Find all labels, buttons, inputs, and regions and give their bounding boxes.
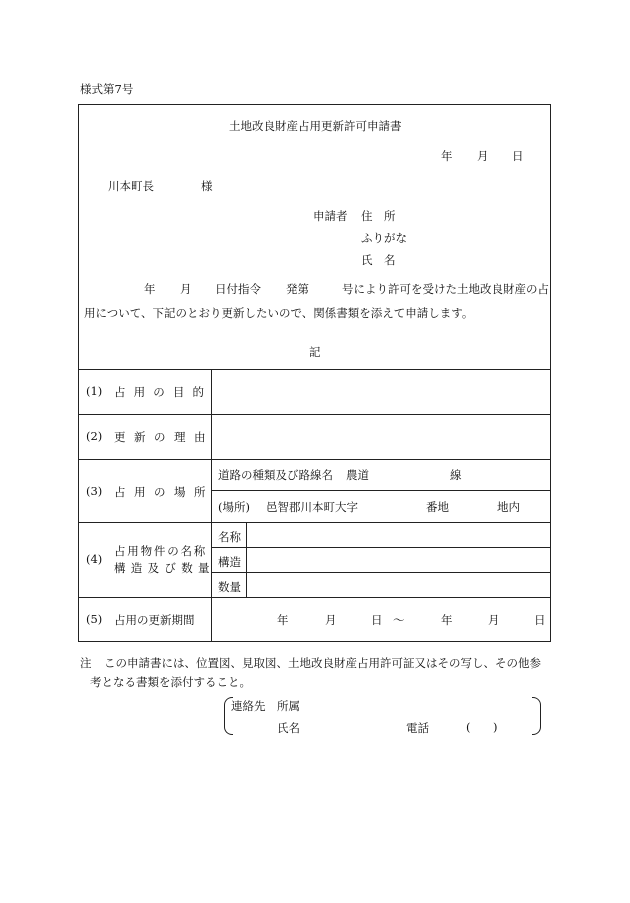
contact-phone-paren-open: ( — [466, 720, 471, 734]
table-divider — [78, 459, 551, 460]
note-label: 注 — [80, 656, 92, 670]
road-type: 農道 — [346, 468, 369, 482]
body-year: 年 — [144, 282, 156, 296]
date-day: 日 — [512, 149, 524, 163]
row-purpose-number: (1) — [86, 384, 103, 398]
row-period-label: 占用の更新期間 — [114, 613, 195, 627]
period-from-day: 日 — [371, 613, 383, 627]
body-month: 月 — [180, 282, 192, 296]
body-line1-rest: 号により許可を受けた土地改良財産の占 — [342, 282, 549, 296]
period-to-day: 日 — [534, 613, 546, 627]
row-reason-number: (2) — [86, 429, 103, 443]
chinai-label: 地内 — [497, 500, 520, 514]
ki-heading: 記 — [309, 345, 321, 359]
row-object-label-line2: 構造及び数量 — [114, 561, 215, 575]
applicant-furigana-label: ふりがな — [361, 231, 407, 245]
row-place-number: (3) — [86, 484, 103, 498]
applicant-name-label: 氏 名 — [361, 253, 396, 267]
contact-name-label: 氏名 — [277, 721, 300, 735]
period-to-month: 月 — [488, 613, 500, 627]
contact-affiliation-label: 所属 — [277, 699, 300, 713]
object-quantity-field[interactable] — [247, 573, 550, 597]
table-divider — [211, 490, 551, 491]
object-name-label: 名称 — [218, 530, 241, 544]
banchi-label: 番地 — [426, 500, 449, 514]
contact-phone-label: 電話 — [406, 721, 429, 735]
location-text: 邑智郡川本町大字 — [266, 500, 358, 514]
addressee-honorific: 様 — [201, 179, 213, 193]
period-tilde: ～ — [393, 613, 405, 627]
purpose-field[interactable] — [212, 370, 550, 414]
date-month: 月 — [477, 149, 489, 163]
contact-label: 連絡先 — [231, 699, 266, 713]
note-line2: 考となる書類を添付すること。 — [90, 675, 251, 689]
addressee-name: 川本町長 — [108, 179, 154, 193]
row-object-number: (4) — [86, 552, 103, 566]
applicant-label: 申請者 — [313, 209, 348, 223]
road-label: 道路の種類及び路線名 — [218, 468, 333, 482]
reason-field[interactable] — [212, 415, 550, 459]
body-line2: 用について、下記のとおり更新したいので、関係書類を添えて申請します。 — [84, 306, 474, 320]
row-purpose-label: 占 用 の 目 的 — [114, 385, 204, 399]
row-place-label: 占用の場所 — [114, 485, 214, 499]
object-structure-label: 構造 — [218, 555, 241, 569]
object-name-field[interactable] — [247, 523, 550, 547]
body-issue: 発第 — [286, 282, 309, 296]
object-quantity-label: 数量 — [218, 580, 241, 594]
form-number: 様式第7号 — [80, 82, 134, 96]
date-year: 年 — [441, 149, 453, 163]
object-structure-field[interactable] — [247, 548, 550, 572]
contact-phone-paren-close: ) — [493, 720, 498, 734]
period-from-year: 年 — [277, 613, 289, 627]
period-to-year: 年 — [441, 613, 453, 627]
table-divider — [78, 597, 551, 598]
period-from-month: 月 — [325, 613, 337, 627]
note-line1: この申請書には、位置図、見取図、土地改良財産占用許可証又はその写し、その他参 — [104, 656, 541, 670]
row-period-number: (5) — [86, 612, 103, 626]
contact-right-bracket — [532, 697, 541, 735]
location-prefix: (場所) — [218, 500, 250, 514]
line-suffix: 線 — [450, 468, 462, 482]
row-object-label-line1: 占用物件の名称 — [114, 544, 208, 558]
applicant-address-label: 住 所 — [361, 209, 396, 223]
body-day-ref: 日付指令 — [215, 282, 261, 296]
form-title: 土地改良財産占用更新許可申請書 — [229, 119, 402, 133]
row-reason-label: 更新の理由 — [114, 430, 214, 444]
